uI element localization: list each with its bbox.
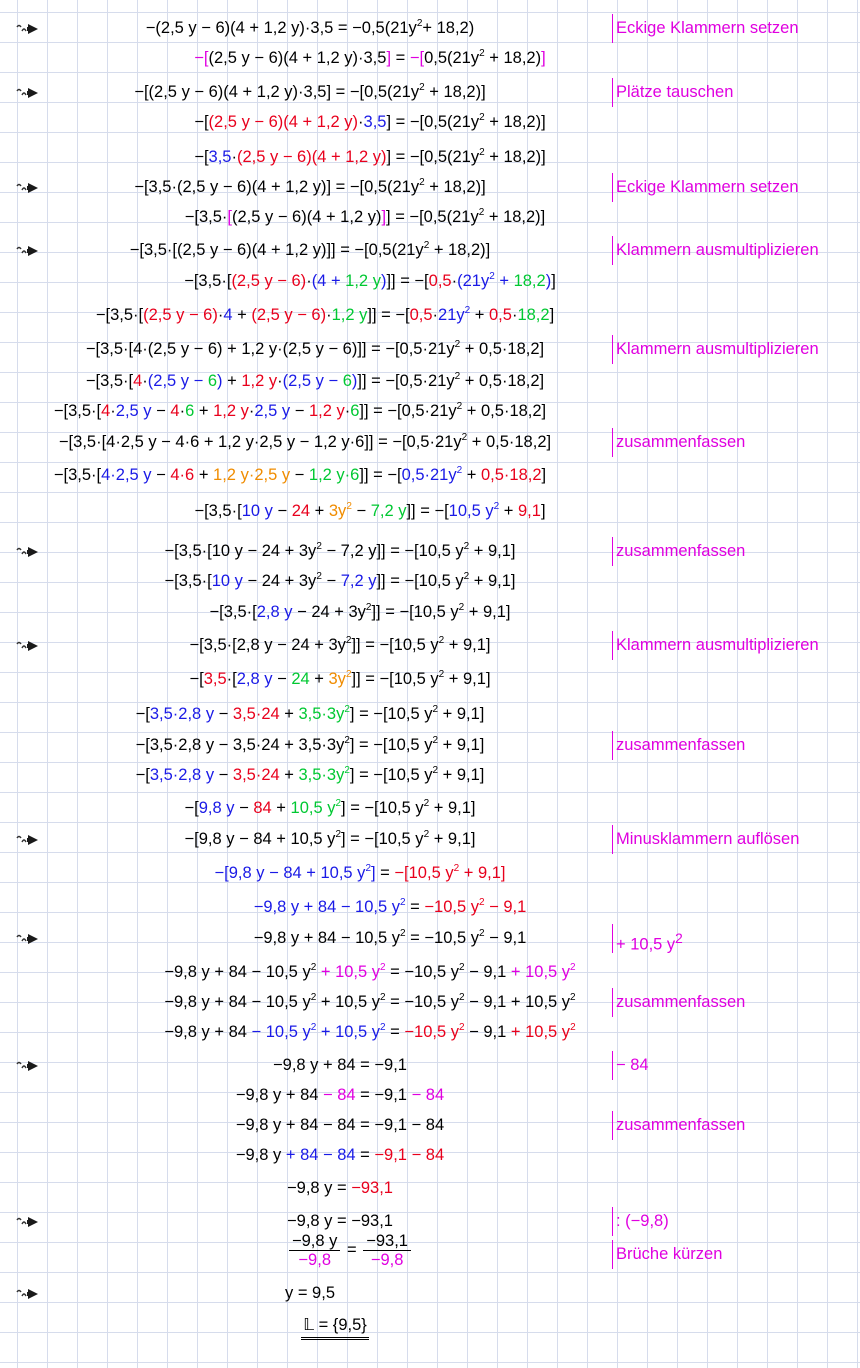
equation-term: −[3,5·[10 $y - 24 + 3y^2 - 7,2$ y]] = −[10,5 $y^2 + 9,1$] <box>164 541 516 560</box>
equation-term: $3y^2$ <box>328 669 352 688</box>
equation-term: 6 <box>350 402 360 420</box>
equation-term: $3,5\cdot 3y^2$ <box>298 704 350 723</box>
equation-term: −[9,8 y − 84 + 10,5 $y^2] = -[10,5$ $y^2 + 9,1$] <box>184 829 476 848</box>
equation-term: −[3,5·[(2,5 y − 6)(4 + 1,2 $y)]] = -[0,5(21y^2 + 18,2)]$ <box>129 240 491 259</box>
equation-term: −9,8 y + 84 − 10,5 $y^2 + 10,5$ $y^2 = -10,5$ $y^2 - 9,1 + 10,5$ $y^2$ <box>164 992 576 1011</box>
equation <box>40 1081 640 1110</box>
equation-term: −[ <box>194 49 209 67</box>
equation <box>25 301 625 330</box>
equation <box>40 567 640 596</box>
equation-term: · <box>277 372 283 390</box>
equation-row <box>0 397 860 426</box>
equation-term: −[3,5·[ <box>53 402 102 420</box>
equation <box>40 1174 640 1203</box>
equation-term: −93,1 <box>351 1179 393 1197</box>
equation-term: 24 <box>291 670 310 688</box>
equation <box>70 1018 670 1047</box>
equation-term: −(2,5 y − 6)(4 + 1,2 $y)\cdot 3,5 = -0,5(21y^2+ 18,2)$ <box>145 18 475 37</box>
speaker-icon[interactable] <box>16 544 42 560</box>
equation <box>60 598 660 627</box>
fraction-numerator: −9,8 y <box>289 1232 340 1251</box>
step-comment: Eckige Klammern setzen <box>612 173 799 202</box>
equation-term: − $24 + 3y^2]] = -[10,5$ $y^2 + 9,1$] <box>292 602 511 621</box>
equation-row <box>0 598 860 627</box>
equation-row <box>0 567 860 596</box>
equation-row <box>0 761 860 790</box>
equation-term: · <box>231 148 237 166</box>
equation-term: · <box>451 272 458 290</box>
equation-term: ]] = $-[0,5\cdot 21y^2 + 0,5\cdot 18,2]$ <box>359 401 547 420</box>
equation <box>40 1051 640 1080</box>
equation <box>70 958 670 987</box>
equation <box>60 859 660 888</box>
equation-term: ] = $-[0,5(21y^2 + 18,2)]$ <box>386 147 546 166</box>
equation-row <box>0 893 860 922</box>
equation-term: + <box>271 799 291 817</box>
equation-term: ] = −[10,5 $y^2 + 9,1$] <box>349 765 485 784</box>
equation-term: 0,5 <box>409 306 433 324</box>
equation-row <box>0 203 860 232</box>
equation-term: ] = $-[0,5(21y^2 + 18,2)]$ <box>386 207 546 226</box>
equation-row <box>0 108 860 137</box>
equation-term: = −9,1 <box>355 1086 412 1104</box>
equation-term: (2,5 y − 6)(4 + 1,2 y) <box>231 208 382 226</box>
equation-row <box>0 78 860 107</box>
equation-term: ]] = $-[0,5\cdot 21y^2 + 0,5\cdot 18,2]$ <box>357 371 545 390</box>
equation-term: 0,5 <box>489 306 512 324</box>
equation <box>70 267 670 296</box>
equation-row <box>0 267 860 296</box>
equation-term: + 84 − 84 <box>285 1146 356 1164</box>
equation <box>70 988 670 1017</box>
equation-term: 3,5·24 <box>232 766 280 784</box>
equation-term: − <box>151 466 171 484</box>
equation <box>10 700 610 729</box>
equation-term: ] <box>549 306 555 324</box>
equation <box>90 893 690 922</box>
fraction-numerator: −93,1 <box>363 1232 411 1251</box>
step-comment: zusammenfassen <box>612 731 745 760</box>
equation-term: ] = −[10,5 $y^2 + 9,1$] <box>341 798 476 817</box>
equation <box>70 108 670 137</box>
equation-term: 4 <box>101 402 111 420</box>
equation-term: −[10,5 $y^2 + 9,1$] <box>394 863 506 882</box>
equation-row <box>0 825 860 854</box>
equation-row <box>0 700 860 729</box>
equation-term: −[3,5·[ <box>194 502 242 520</box>
equation-term: + <box>194 402 214 420</box>
equation <box>40 537 640 566</box>
equation-term: 7,2 y <box>370 502 407 520</box>
equation-row <box>0 1141 860 1170</box>
equation-term: −[3,5·2,8 $y - 3,5\cdot 24 + 3,5\cdot 3y^2] = -[10,5$ $y^2 + 9,1$] <box>135 735 485 754</box>
equation-term: $0,5(21y^2 + 18,2)$ <box>424 48 542 67</box>
equation <box>40 631 640 660</box>
equation-term: + <box>462 466 481 484</box>
equation <box>30 794 630 823</box>
equation-term: −[3,5·[4·(2,5 y − 6) + 1,2 y·(2,5 $y - 6)]] = -[0,5\cdot 21y^2 + 0,5\cdot 18,2]$ <box>85 339 545 358</box>
equation-term: −9,8 y + 84 − 10,5 $y^2 = -10,5$ $y^2 - 9,1$ <box>253 928 527 947</box>
equation-term: − <box>290 466 309 484</box>
equation <box>10 173 610 202</box>
equation-term: ] = −[10,5 $y^2 + 9,1$] <box>349 704 485 723</box>
equation-term: −[3,5·[ <box>184 272 232 290</box>
equation-term: 6 <box>185 402 195 420</box>
step-comment: zusammenfassen <box>612 1111 745 1140</box>
equation-term: · <box>110 402 116 420</box>
step-comment: − 84 <box>612 1051 649 1080</box>
equation-term: (4 + <box>311 272 346 290</box>
equation-term: −9,8 y <box>235 1146 286 1164</box>
equation-term: − <box>214 705 233 723</box>
equation-term: + <box>232 306 252 324</box>
equation-term: [ <box>227 208 232 226</box>
equation-row <box>0 1111 860 1140</box>
equation <box>70 143 670 172</box>
equation-term: ) <box>351 372 358 390</box>
equation-term: 4 <box>223 306 233 324</box>
equation-term: y = 9,5 <box>285 1284 335 1302</box>
equation-term: $0,5\cdot 21y^2$ <box>401 465 463 484</box>
equation-term: ·[ <box>226 670 237 688</box>
equation-term: 10,5 $y^2$ <box>290 798 342 817</box>
equation <box>10 1279 610 1308</box>
equation-term: ]] = −[ <box>406 502 449 520</box>
equation-term: 1,2 y·6 <box>308 466 360 484</box>
equation-term: 3,5·2,8 y <box>149 705 215 723</box>
equation-term: − <box>214 766 233 784</box>
equation-term: − 10,5 $y^2 + 10,5$ $y^2$ <box>251 1022 386 1041</box>
equation-term: 4·2,5 y <box>101 466 152 484</box>
equation-row <box>0 1279 860 1308</box>
equation-term: · <box>179 402 186 420</box>
equation-term: 1,2 y <box>308 402 345 420</box>
equation-term: −[ <box>194 113 209 131</box>
equation-term: $3y^2$ <box>328 501 352 520</box>
step-comment: zusammenfassen <box>612 428 745 457</box>
step-comment: Brüche kürzen <box>612 1240 722 1269</box>
equation-row <box>0 1018 860 1047</box>
equation-term: ] <box>541 466 547 484</box>
equation <box>10 731 610 760</box>
equation-term: · <box>511 306 518 324</box>
equation-term: 2,8 y <box>236 670 273 688</box>
equation-term: ]] = −[10,5 $y^2 + 9,1$] <box>351 669 491 688</box>
equation-term: −[3,5·[ <box>209 603 257 621</box>
equation-term: 1,2 y <box>331 306 368 324</box>
equation-term: ) <box>545 272 552 290</box>
equation-term: −9,8 y = <box>287 1179 352 1197</box>
equation-term: $3,5\cdot 3y^2$ <box>298 765 350 784</box>
equation <box>15 367 615 396</box>
equation-term: 18,2 <box>517 306 550 324</box>
equation-term: 10 y <box>211 572 243 590</box>
equation-term: 10 y <box>241 502 273 520</box>
equation-term: −[3,5·[4·2,5 y − 4·6 + 1,2 y·2,5 y − 1,2 $y\cdot 6]] = -[0,5\cdot 21y^2 + 0,5\cdot 18,2]$ <box>58 432 552 451</box>
equation-term: 9,1 <box>518 502 541 520</box>
equation-row <box>0 958 860 987</box>
equation-term: ] <box>551 272 556 290</box>
equation-row <box>0 497 860 526</box>
equation-term: (2,5 y − 6) <box>251 306 327 324</box>
equation-term: 3,5·24 <box>232 705 280 723</box>
equation-term: 3,5 <box>203 670 227 688</box>
equation-term: · <box>432 306 439 324</box>
step-comment: + 10,5 $y^2$ <box>612 924 683 953</box>
equation-term: −[ <box>409 49 425 67</box>
equation-term: 4·6 <box>170 466 195 484</box>
equation-term: −[ <box>135 766 150 784</box>
equation-term: 24 <box>291 502 311 520</box>
equation-term: 4 <box>170 402 180 420</box>
equation <box>90 924 690 953</box>
equation-term: 6 <box>342 372 352 390</box>
equation-term: − <box>272 670 292 688</box>
equation <box>30 825 630 854</box>
equation-term: ) <box>380 272 387 290</box>
equation-row <box>0 1081 860 1110</box>
speaker-icon[interactable] <box>16 1058 42 1074</box>
equation-row <box>0 794 860 823</box>
equation-term: 1,2 y <box>213 402 249 420</box>
equation-term: ]] = −[ <box>359 466 402 484</box>
equation-term: − <box>290 402 309 420</box>
fraction-denominator: −9,8 <box>298 1251 331 1270</box>
equation-term: 1,2 y·2,5 y <box>213 466 291 484</box>
equation-row <box>0 14 860 43</box>
equation-term: − 84 <box>323 1086 356 1104</box>
equation-term: (2,5 y − 6)(4 + 1,2 y)·3,5 <box>208 49 387 67</box>
equation-term: ]] = −[ <box>386 272 429 290</box>
equation-row <box>0 665 860 694</box>
equation-term: 0,5 <box>428 272 452 290</box>
step-comment: Plätze tauschen <box>612 78 733 107</box>
equation-row <box>0 1311 860 1340</box>
equation-term: (2,5 y − <box>147 372 208 390</box>
equation-term: + <box>470 306 489 324</box>
equation-term: −9,8 y + 84 = −9,1 <box>273 1056 407 1074</box>
equation-row <box>0 428 860 457</box>
equation-row <box>0 859 860 888</box>
equation-term: · <box>142 372 148 390</box>
equation-term: ] <box>386 49 392 67</box>
equation <box>0 461 600 490</box>
equation-term: −10,5 $y^2$ <box>404 1022 465 1041</box>
equation-term: −[3,5·[ <box>95 306 144 324</box>
equation-term: − <box>272 502 292 520</box>
equation-term: − 84 <box>411 1086 445 1104</box>
equation-term: · <box>344 402 351 420</box>
equation-term: −[3,5· <box>184 208 228 226</box>
equation-term: 1,2 y <box>241 372 278 390</box>
equation-term: −9,8 y = −93,1 <box>287 1212 393 1230</box>
equation-term: −9,8 y + 84 <box>235 1086 324 1104</box>
equation-term: 9,8 y <box>198 799 235 817</box>
equation-row <box>0 461 860 490</box>
equation-term: 3,5 <box>363 113 387 131</box>
equation-term: · <box>326 306 332 324</box>
equation-row <box>0 1174 860 1203</box>
equation-term: + <box>279 766 299 784</box>
equation-term: = <box>405 898 425 916</box>
equation-term: = <box>391 49 410 67</box>
equation <box>70 497 670 526</box>
equation-term: = −10,5 $y^2 - 9,1$ <box>385 962 511 981</box>
equation-term: −[ <box>189 670 204 688</box>
equation-term: ] <box>381 208 387 226</box>
equation-term: 2,5 y <box>115 402 152 420</box>
equation-term: · <box>306 272 312 290</box>
equation <box>10 236 610 265</box>
equation-term: 4 <box>133 372 143 390</box>
equation <box>5 428 605 457</box>
equation-term: 2,8 y <box>256 603 293 621</box>
step-comment: zusammenfassen <box>612 988 745 1017</box>
equation-term: + <box>499 502 518 520</box>
equation-row <box>0 988 860 1017</box>
equation-row <box>0 335 860 364</box>
equation-term: −9,1 − 84 <box>374 1146 445 1164</box>
equation-term: −[(2,5 y − 6)(4 + 1,2 $y)\cdot 3,5] = -[0,5(21y^2 + 18,2)]$ <box>134 82 486 101</box>
equation-row <box>0 631 860 660</box>
equation <box>35 1311 635 1340</box>
equation-term: −[3,5·[ <box>85 372 134 390</box>
equation-term: ] <box>541 49 546 67</box>
equation-term: 18,2 <box>513 272 546 290</box>
equation <box>10 761 610 790</box>
step-comment: Eckige Klammern setzen <box>612 14 799 43</box>
equation-term: · <box>217 306 224 324</box>
equation-row <box>0 537 860 566</box>
equation-term: + <box>309 670 329 688</box>
solution-set <box>301 1313 369 1340</box>
equation-term: 1,2 y <box>345 272 381 290</box>
speaker-icon[interactable] <box>16 1214 42 1230</box>
equation-term: − $24 + 3y^2$ − <box>242 571 341 590</box>
equation-term: = <box>385 1023 405 1041</box>
equation-term: (2,5 y − 6) <box>143 306 218 324</box>
fraction <box>363 1232 411 1269</box>
equation-term: 84 <box>253 799 272 817</box>
equation-row <box>0 236 860 265</box>
fraction <box>289 1232 340 1269</box>
equation <box>65 203 665 232</box>
equation <box>15 335 615 364</box>
equation-row <box>0 1051 860 1080</box>
equation-row <box>0 143 860 172</box>
equation-row <box>0 1232 860 1270</box>
equation-term: −[3,5·(2,5 y − 6)(4 + 1,2 $y)] = -[0,5(21y^2 + 18,2)]$ <box>134 177 486 196</box>
equation-row <box>0 367 860 396</box>
equation-term: −[3,5·[ <box>53 466 102 484</box>
equation-term: ($21y^2$ + <box>457 271 514 290</box>
equation-term: −10,5 $y^2 - 9,1$ <box>424 897 527 916</box>
equation-term: −[ <box>194 148 209 166</box>
equals-sign: = <box>342 1241 362 1259</box>
equation-term: 6 <box>207 372 218 390</box>
equation <box>0 397 600 426</box>
equation-term: + <box>194 466 214 484</box>
equation-term: −9,8 y + 84 − 10,5 $y^2$ <box>164 962 317 981</box>
equation-term: 𝕃 = {9,5} <box>303 1316 367 1334</box>
equation-term: −9,8 y + 84 − 84 = −9,1 − 84 <box>235 1116 445 1134</box>
equation-row <box>0 173 860 202</box>
equation-term: ] <box>540 502 546 520</box>
equation-term: (2,5 y − <box>282 372 343 390</box>
speaker-icon[interactable] <box>16 931 42 947</box>
equation-term: −[ <box>135 705 150 723</box>
equation-term: (2,5 y − 6) <box>231 272 307 290</box>
equation-term: ]] = −[ <box>367 306 410 324</box>
equation <box>40 1141 640 1170</box>
speaker-icon[interactable] <box>16 638 42 654</box>
equation-term: 10,5 $y^2$ <box>448 501 500 520</box>
step-comment: Klammern ausmultiplizieren <box>612 631 819 660</box>
equation-term: 3,5·2,8 y <box>149 766 215 784</box>
equation-term: ) <box>217 372 223 390</box>
equation-term: −[ <box>184 799 199 817</box>
equation-term: − <box>351 502 371 520</box>
equation-term: (2,5 y − 6)(4 + 1,2 y) <box>208 113 359 131</box>
step-comment: Klammern ausmultiplizieren <box>612 335 819 364</box>
equation <box>40 665 640 694</box>
equation-term: 2,5 y <box>254 402 291 420</box>
equation-term: · <box>248 402 255 420</box>
equation-term: − <box>234 799 254 817</box>
equation-term: + 10,5 $y^2$ <box>320 962 386 981</box>
equation <box>10 14 610 43</box>
step-comment: : (−9,8) <box>612 1207 669 1236</box>
equation <box>50 1232 650 1272</box>
equation-term: 3,5 <box>208 148 232 166</box>
equation-term: + <box>222 372 242 390</box>
equation-term: − 9,1 <box>464 1023 511 1041</box>
equation-term: ] = $-[0,5(21y^2 + 18,2)]$ <box>386 112 546 131</box>
step-comment: zusammenfassen <box>612 537 745 566</box>
equation-row <box>0 731 860 760</box>
equation-term: = <box>355 1146 375 1164</box>
step-comment: Klammern ausmultiplizieren <box>612 236 819 265</box>
equation-term: + 10,5 $y^2$ <box>510 962 576 981</box>
equation-term: + 10,5 $y^2$ <box>510 1022 576 1041</box>
equation-term: + <box>310 502 329 520</box>
equation-term: ]] = −[10,5 $y^2 + 9,1$] <box>376 571 516 590</box>
step-comment: Minusklammern auflösen <box>612 825 799 854</box>
equation-term: −[3,5·[2,8 $y - 24 + 3y^2]] = -[10,5$ $y^2 + 9,1$] <box>189 635 491 654</box>
equation-term: −[9,8 y − 84 + 10,5 $y^2$] <box>214 863 376 882</box>
equation-term: · <box>358 113 364 131</box>
equation-term: 7,2 y <box>340 572 377 590</box>
equation-term: = <box>375 864 395 882</box>
equation-term: −9,8 y + 84 − 10,5 $y^2$ <box>253 897 406 916</box>
equation-row <box>0 924 860 953</box>
equation <box>40 1111 640 1140</box>
equation-term: + <box>279 705 299 723</box>
equation-term: − <box>151 402 171 420</box>
equation-term: −[3,5·[ <box>164 572 212 590</box>
equation-term: −9,8 y + 84 <box>164 1023 252 1041</box>
equation-row <box>0 44 860 73</box>
equation <box>70 44 670 73</box>
equation-term: 0,5·18,2 <box>480 466 542 484</box>
equation <box>10 78 610 107</box>
equation-term: (2,5 y − 6)(4 + 1,2 y) <box>236 148 387 166</box>
equation-term: $21y^2$ <box>438 305 471 324</box>
fraction-denominator: −9,8 <box>370 1251 404 1270</box>
equation-row <box>0 301 860 330</box>
